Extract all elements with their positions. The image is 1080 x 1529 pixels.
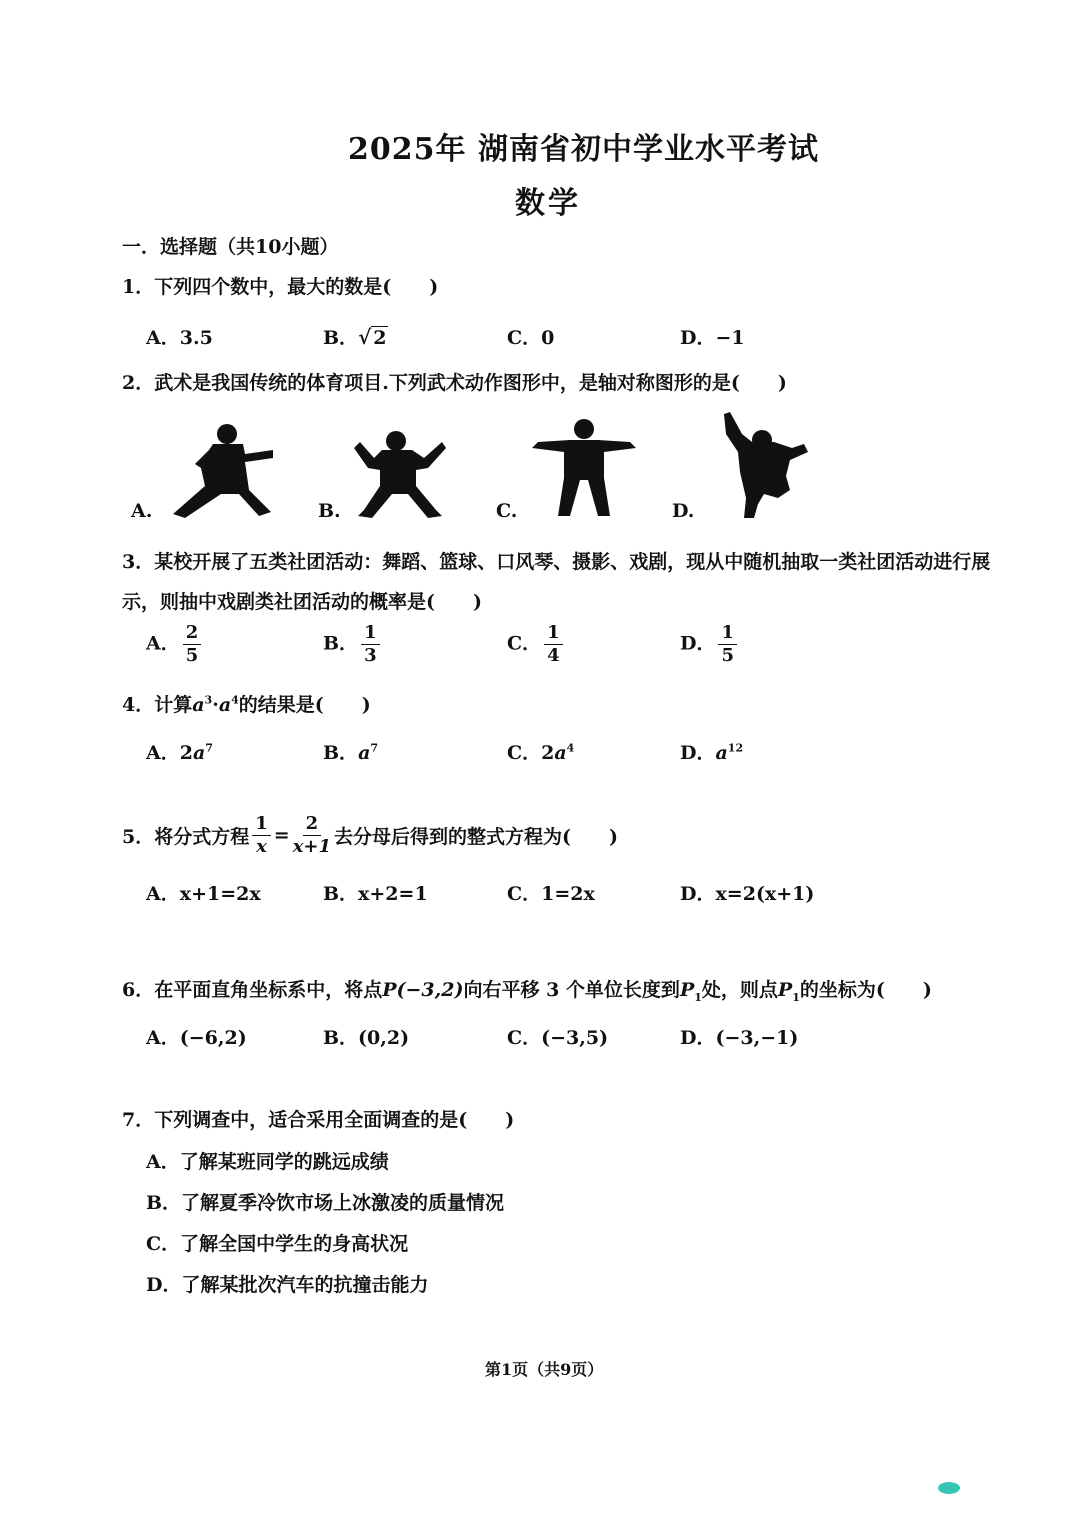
q1-option-b: B．√ 2 bbox=[323, 325, 387, 349]
q2-label-d: D. bbox=[672, 500, 695, 522]
q1-option-a: A．3.5 bbox=[146, 327, 213, 349]
q6-option-d: D．(−3,−1) bbox=[680, 1027, 799, 1049]
q7-option-d: D．了解某批次汽车的抗撞击能力 bbox=[146, 1274, 429, 1296]
q1-option-c: C．0 bbox=[507, 327, 555, 349]
wushu-figure-a bbox=[165, 420, 280, 520]
q7-option-c: C．了解全国中学生的身高状况 bbox=[146, 1233, 409, 1255]
question-5: 5．将分式方程 $\frac{1}{x}$ = $\frac{2}{x+1}$ 去分母后得到的整式方程为( ) bbox=[122, 813, 619, 857]
wushu-figure-b bbox=[352, 428, 447, 520]
q4-option-d: D．$a^{12}$ bbox=[680, 741, 744, 764]
q2-label-b: B. bbox=[318, 500, 341, 522]
q2-label-a: A. bbox=[131, 500, 153, 522]
q2-label-c: C. bbox=[496, 500, 518, 522]
sqrt-value: 2 bbox=[373, 327, 387, 349]
q3-option-c: C． $\frac{1}{4}$ bbox=[507, 624, 566, 665]
question-3-line1: 3．某校开展了五类社团活动：舞蹈、篮球、口风琴、摄影、戏剧，现从中随机抽取一类社团活动进行展 bbox=[122, 551, 991, 573]
q5-option-d: D．x=2(x+1) bbox=[680, 883, 815, 905]
q6-option-c: C．(−3,5) bbox=[507, 1027, 609, 1049]
question-1: 1．下列四个数中，最大的数是( ) bbox=[122, 276, 439, 298]
q5-option-c: C．1=2x bbox=[507, 883, 595, 905]
question-3-line2: 示，则抽中戏剧类社团活动的概率是( ) bbox=[122, 591, 482, 613]
question-4: 4．计算$a^3\cdot a^4$的结果是( ) bbox=[122, 693, 371, 716]
q4-option-c: C．$2a^4$ bbox=[507, 741, 575, 764]
q4-option-b: B．$a^7$ bbox=[323, 741, 379, 764]
q7-option-b: B．了解夏季冷饮市场上冰激凌的质量情况 bbox=[146, 1192, 505, 1214]
q4-option-a: A．$2a^7$ bbox=[146, 741, 213, 764]
question-2: 2．武术是我国传统的体育项目.下列武术动作图形中，是轴对称图形的是( ) bbox=[122, 372, 787, 394]
q3-option-a: A． $\frac{2}{5}$ bbox=[146, 624, 204, 665]
q7-option-a: A．了解某班同学的跳远成绩 bbox=[146, 1151, 389, 1173]
page-footer: 第1页（共9页） bbox=[485, 1360, 604, 1379]
q3-option-b: B． $\frac{1}{3}$ bbox=[323, 624, 383, 665]
subject-title: 数学 bbox=[515, 186, 581, 221]
question-6: 6．在平面直角坐标系中，将点P(−3,2)向右平移 3 个单位长度到$P_1$处，则点$P_1$的坐标为( ) bbox=[122, 979, 932, 1004]
q3-option-d: D． $\frac{1}{5}$ bbox=[680, 624, 740, 665]
q6-option-a: A．(−6,2) bbox=[146, 1027, 247, 1049]
q6-option-b: B．(0,2) bbox=[323, 1027, 410, 1049]
exam-title: 2025年 湖南省初中学业水平考试 bbox=[348, 132, 819, 167]
q5-option-b: B．x+2=1 bbox=[323, 883, 428, 905]
wushu-figure-d bbox=[718, 412, 810, 520]
q1-option-d: D．−1 bbox=[680, 327, 745, 349]
section-heading: 一．选择题（共10小题） bbox=[122, 236, 339, 258]
wushu-figure-c bbox=[530, 418, 638, 520]
question-7: 7．下列调查中，适合采用全面调查的是( ) bbox=[122, 1109, 515, 1131]
teal-mark-icon bbox=[938, 1482, 960, 1494]
q5-option-a: A．x+1=2x bbox=[146, 883, 261, 905]
